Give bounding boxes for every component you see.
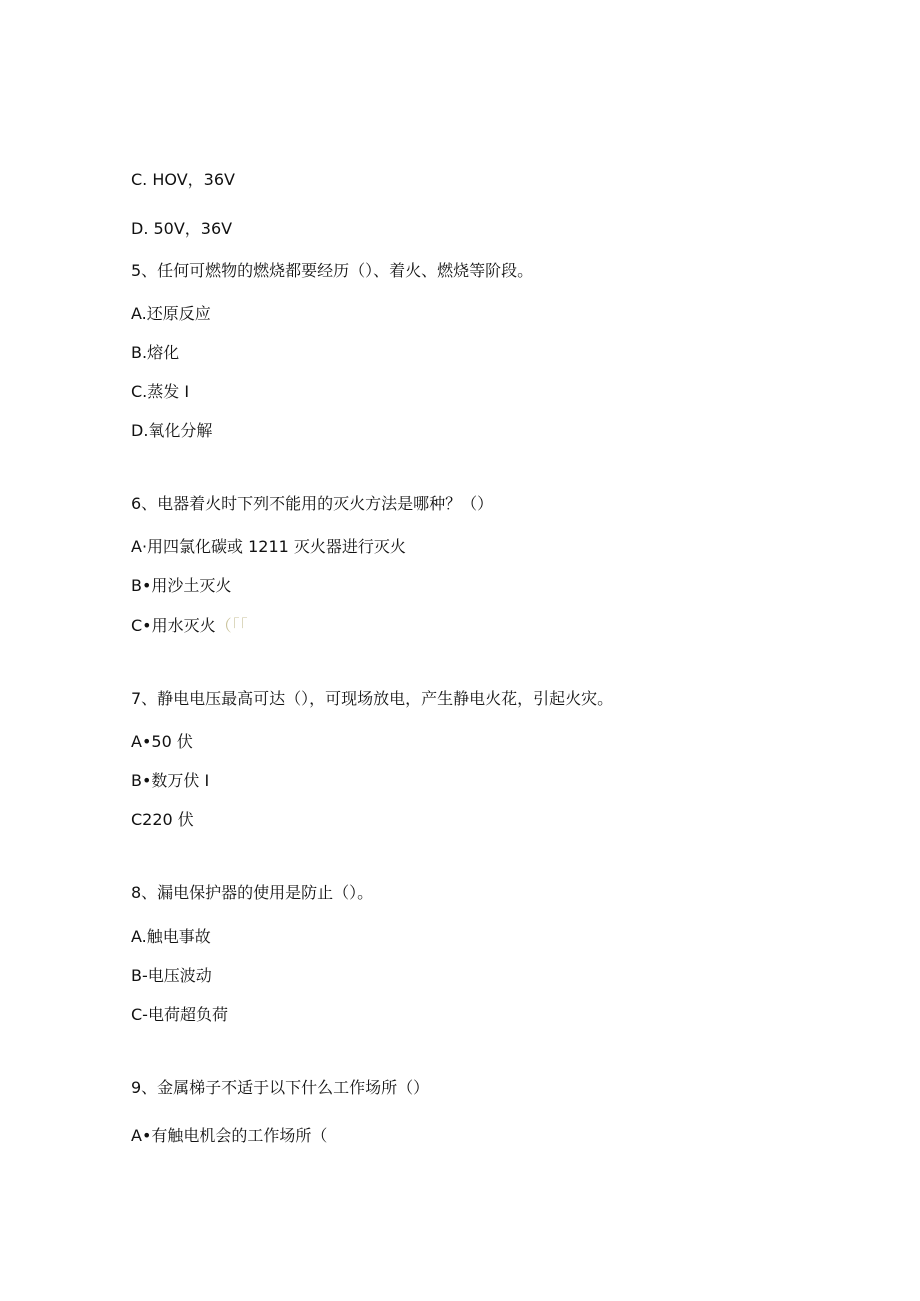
option-c-q8: C-电荷超负荷 [131, 1005, 228, 1024]
question-7: 7、静电电压最高可达（），可现场放电，产生静电火花，引起火灾。 [131, 689, 614, 708]
option-a-q6: A·用四氯化碳或 1211 灭火器进行灭火 [131, 537, 406, 556]
question-8: 8、漏电保护器的使用是防止（）。 [131, 883, 374, 902]
option-a-q7: A•50 伏 [131, 732, 193, 751]
option-c-q7: C220 伏 [131, 810, 194, 829]
option-a-q5: A.还原反应 [131, 304, 211, 323]
option-c-q5: C.蒸发 I [131, 382, 190, 401]
faint-mark: （「「 [215, 616, 248, 635]
question-6: 6、电器着火时下列不能用的灭火方法是哪种？（） [131, 494, 494, 513]
option-a-q8: A.触电事故 [131, 927, 211, 946]
option-b-q6: B•用沙土灭火 [131, 576, 232, 595]
option-d-q4: D. 50V，36V [131, 219, 233, 238]
option-d-q5: D.氧化分解 [131, 421, 213, 440]
question-9: 9、金属梯子不适于以下什么工作场所（） [131, 1078, 430, 1097]
option-a-q9: A•有触电机会的工作场所（ [131, 1126, 328, 1145]
question-5: 5、任何可燃物的燃烧都要经历（）、着火、燃烧等阶段。 [131, 261, 534, 280]
option-c-q6 [131, 616, 248, 636]
option-b-q7: B•数万伏 I [131, 771, 210, 790]
option-c-q6-text: C•用水灭火 [131, 616, 216, 635]
option-b-q5: B.熔化 [131, 343, 180, 362]
option-b-q8: B-电压波动 [131, 966, 212, 985]
option-c-q4: C. HOV，36V [131, 170, 235, 189]
